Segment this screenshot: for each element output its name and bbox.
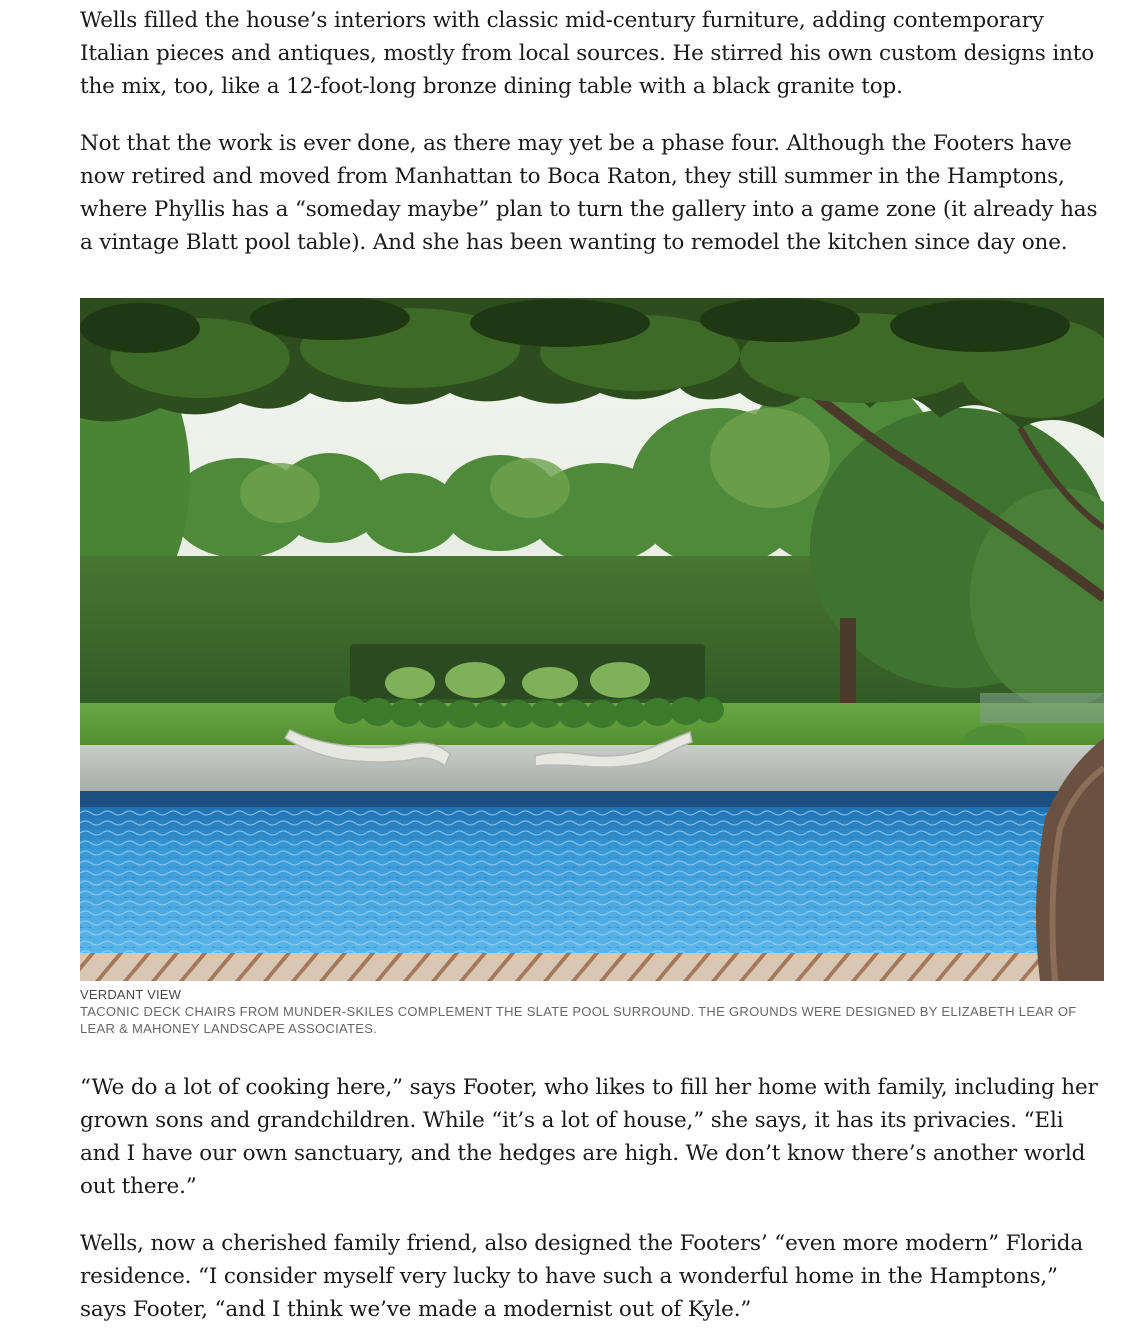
- photo-caption: [80, 986, 1104, 1037]
- caption-text: TACONIC DECK CHAIRS FROM MUNDER-SKILES COMPLEMENT THE SLATE POOL SURROUND. THE GROUNDS WERE DESIGNED BY ELIZABETH LEAR OF LEAR & MAHONEY LANDSCAPE ASSOCIATES.: [80, 1004, 1077, 1036]
- caption-title: VERDANT VIEW: [80, 987, 182, 1002]
- article-paragraph-3: “We do a lot of cooking here,” says Footer, who likes to fill her home with family, including her grown sons and grandchildren. While “it’s a lot of house,” she says, it has its privacies. “Eli and I have our own sanctuary, and the hedges are high. We don’t know there’s another world out there.”: [80, 1075, 1098, 1199]
- article-paragraph-1: Wells filled the house’s interiors with classic mid-century furniture, adding contemporary Italian pieces and antiques, mostly from local sources. He stirred his own custom designs into the mix, too, like a 12-foot-long bronze dining table with a black granite top.: [80, 8, 1095, 99]
- pool-garden-photo: [80, 298, 1104, 981]
- article-paragraph-4: Wells, now a cherished family friend, also designed the Footers’ “even more modern” Florida residence. “I consider myself very lucky to have such a wonderful home in the Hamptons,” says Footer, “and I think we’ve made a modernist out of Kyle.”: [80, 1231, 1084, 1322]
- article-paragraph-2: Not that the work is ever done, as there may yet be a phase four. Although the Footers have now retired and moved from Manhattan to Boca Raton, they still summer in the Hamptons, where Phyllis has a “someday maybe” plan to turn the gallery into a game zone (it already has a vintage Blatt pool table). And she has been wanting to remodel the kitchen since day one.: [80, 131, 1098, 255]
